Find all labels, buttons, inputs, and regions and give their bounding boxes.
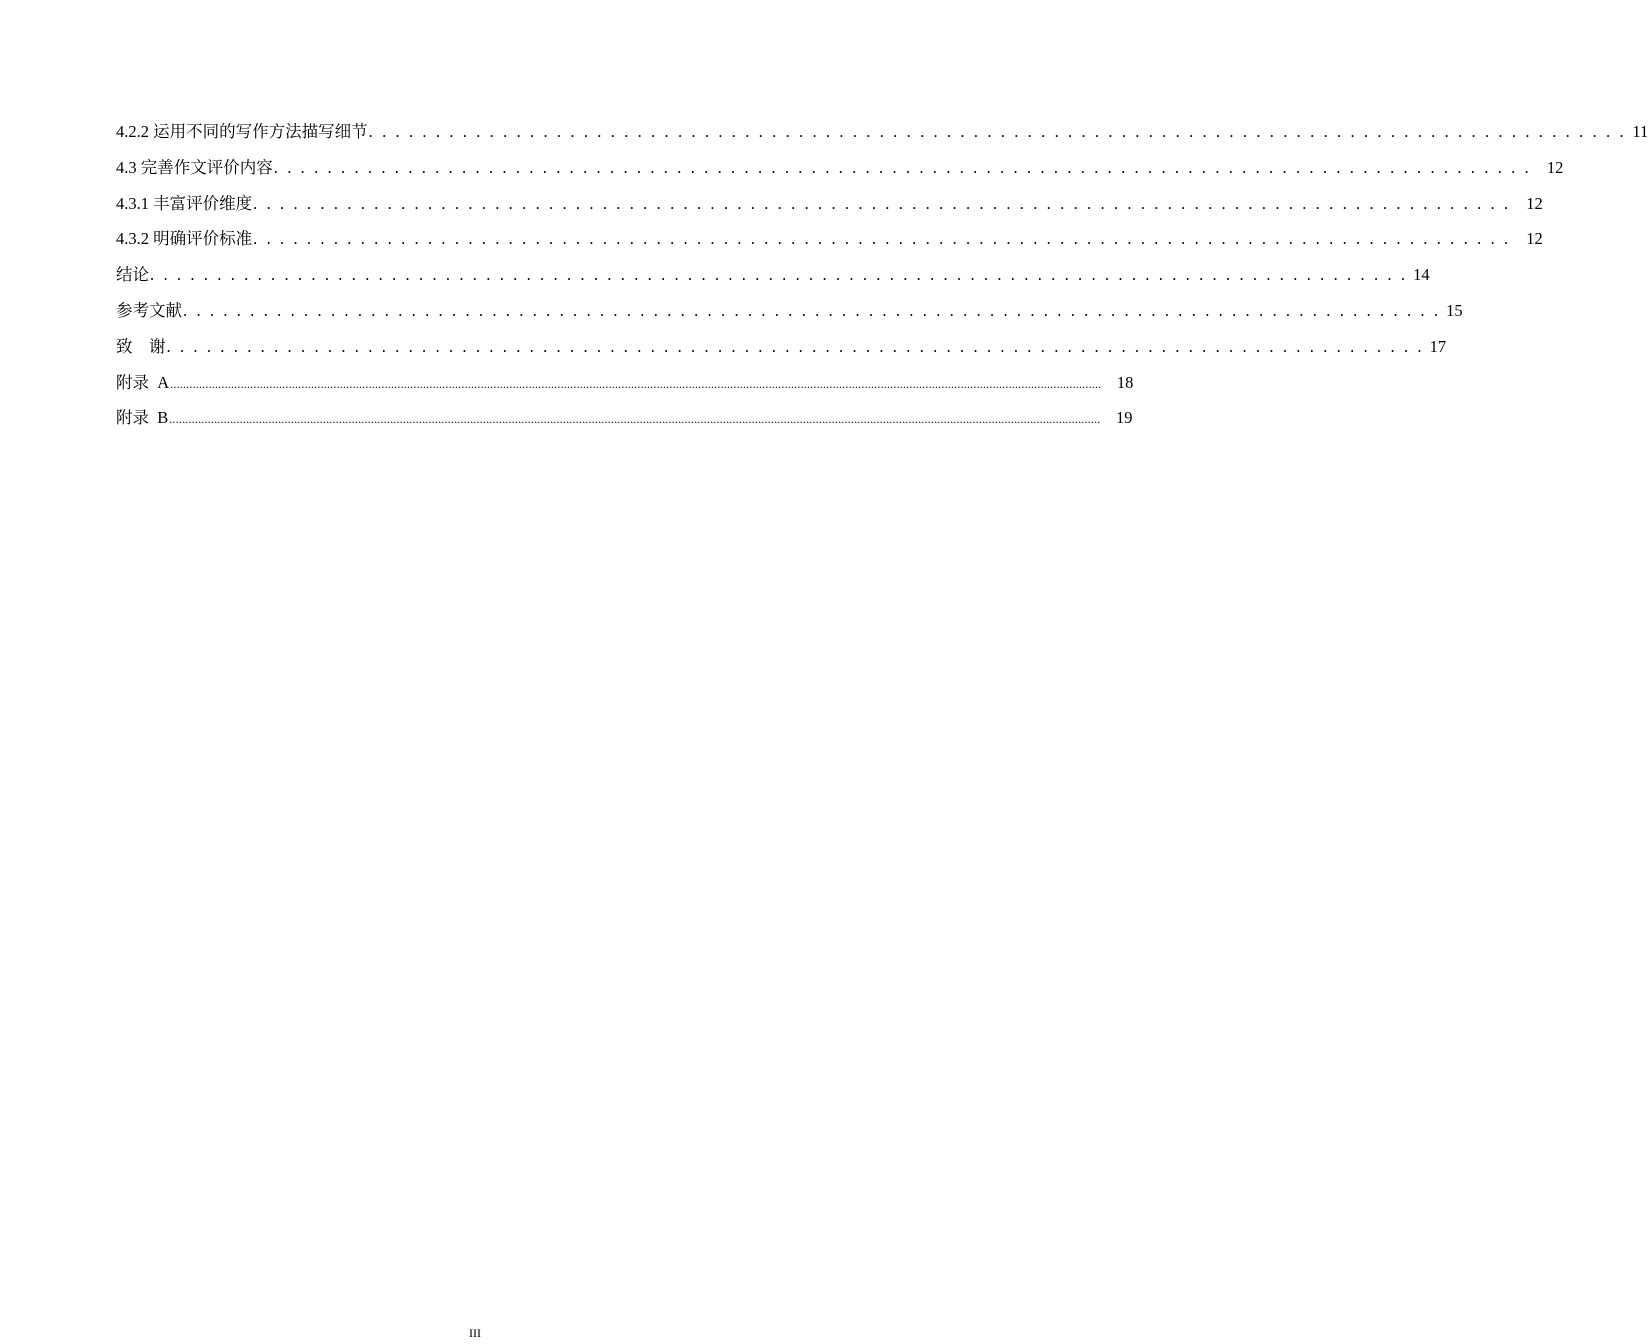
toc-dot-leader: . . . . . . . . . . . . . . . . . . . . . . . . . . . . . . . . . . . . . . . . . . . . . . . . . . . . . . . . . . . . . . . . . . . . . . . . . . . . . . . . . . . . . . . . . . . . . . — [183, 300, 1441, 320]
toc-entry-title: 4.3 完善作文评价内容 — [116, 157, 273, 177]
toc-entry-page: 18 — [1116, 372, 1134, 392]
toc-entry[interactable] — [116, 262, 1430, 298]
toc-dot-leader: . . . . . . . . . . . . . . . . . . . . . . . . . . . . . . . . . . . . . . . . . . . . . . . . . . . . . . . . . . . . . . . . . . . . . . . . . . . . . . . . . . . . . . . . . . . . . . — [150, 265, 1408, 285]
toc-entry[interactable] — [116, 405, 1133, 441]
page-number-footer: III — [469, 1326, 481, 1340]
toc-entry-title: 附录 A — [116, 372, 170, 392]
toc-entry-title: 4.3.2 明确评价标准 — [116, 229, 253, 249]
toc-entry[interactable] — [116, 191, 1543, 227]
toc-dot-leader: . . . . . . . . . . . . . . . . . . . . . . . . . . . . . . . . . . . . . . . . . . . . . . . . . . . . . . . . . . . . . . . . . . . . . . . . . . . . . . . . . . . . . . . . . . . . . . — [368, 122, 1627, 141]
toc-entry-page: 14 — [1413, 265, 1430, 285]
toc-entry[interactable] — [116, 334, 1447, 370]
toc-dot-leader: ................................................................................................................................................................................................................................................................................................... — [169, 412, 1101, 427]
toc-entry[interactable] — [116, 298, 1463, 334]
toc-entry-title: 4.2.2 运用不同的写作方法描写细节 — [116, 122, 368, 141]
toc-entry-page: 19 — [1115, 408, 1133, 428]
toc-entry-title: 附录 B — [116, 408, 169, 428]
toc-entry-page: 12 — [1526, 229, 1543, 249]
toc-entry[interactable] — [116, 119, 1648, 155]
toc-entry-page: 15 — [1446, 300, 1463, 320]
table-of-contents — [116, 119, 1648, 441]
toc-dot-leader: . . . . . . . . . . . . . . . . . . . . . . . . . . . . . . . . . . . . . . . . . . . . . . . . . . . . . . . . . . . . . . . . . . . . . . . . . . . . . . . . . . . . . . . . . . . . . . — [166, 336, 1425, 356]
toc-entry[interactable] — [116, 370, 1134, 406]
toc-entry-title: 4.3.1 丰富评价维度 — [116, 193, 253, 213]
toc-entry-title: 结论 — [116, 265, 149, 285]
toc-entry-title: 致 谢 — [116, 336, 166, 356]
toc-entry-title: 参考文献 — [116, 300, 182, 320]
toc-entry[interactable] — [116, 155, 1564, 191]
toc-entry-page: 12 — [1526, 193, 1543, 213]
toc-dot-leader: . . . . . . . . . . . . . . . . . . . . . . . . . . . . . . . . . . . . . . . . . . . . . . . . . . . . . . . . . . . . . . . . . . . . . . . . . . . . . . . . . . . . . . . . . . . . . . — [253, 229, 1511, 249]
toc-dot-leader: ................................................................................................................................................................................................................................................................................................... — [170, 376, 1102, 391]
toc-entry-page: 17 — [1429, 336, 1447, 356]
toc-entry-page: 11 — [1632, 122, 1648, 141]
toc-dot-leader: . . . . . . . . . . . . . . . . . . . . . . . . . . . . . . . . . . . . . . . . . . . . . . . . . . . . . . . . . . . . . . . . . . . . . . . . . . . . . . . . . . . . . . . . . . . . . . — [253, 193, 1511, 213]
toc-entry-page: 12 — [1546, 157, 1564, 177]
toc-entry[interactable] — [116, 226, 1543, 262]
toc-dot-leader: . . . . . . . . . . . . . . . . . . . . . . . . . . . . . . . . . . . . . . . . . . . . . . . . . . . . . . . . . . . . . . . . . . . . . . . . . . . . . . . . . . . . . . . . . . . . . . — [273, 157, 1532, 177]
